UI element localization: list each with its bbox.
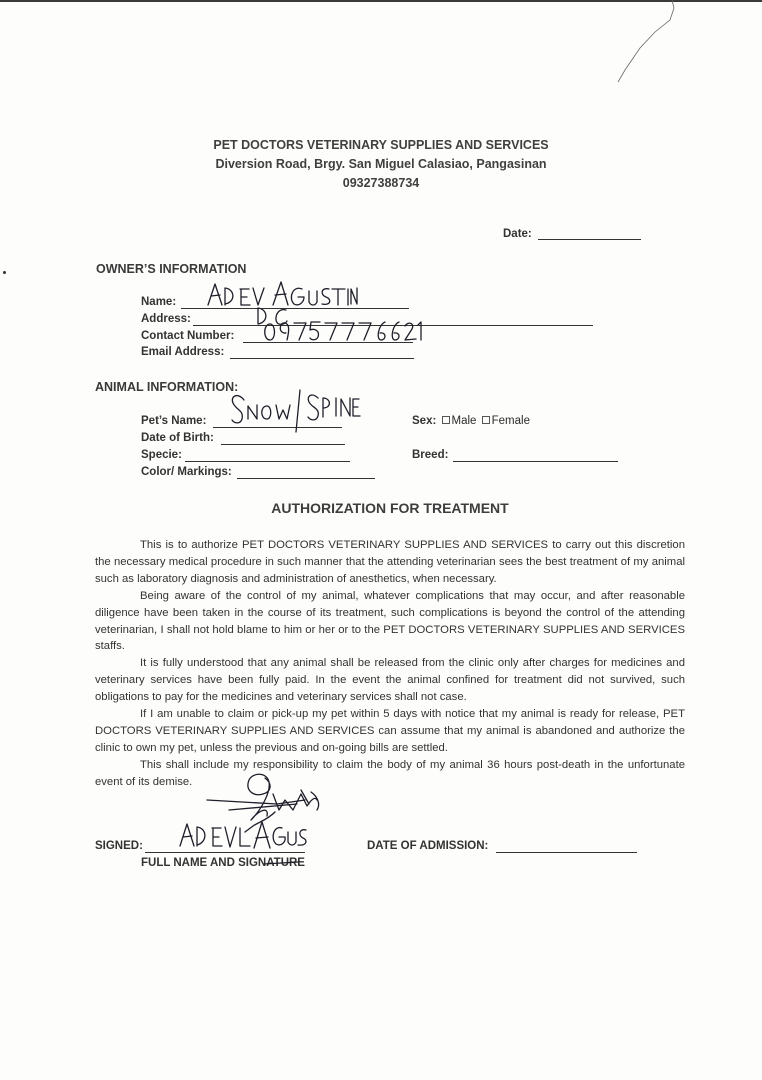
specie-label: Specie: — [141, 449, 182, 461]
female-option-label: Female — [491, 415, 530, 427]
date-label: Date: — [503, 228, 532, 240]
sex-label: Sex: — [412, 415, 437, 427]
female-checkbox[interactable] — [482, 416, 490, 424]
authorization-paragraph-1: This is to authorize PET DOCTORS VETERINARY SUPPLIES AND SERVICES to carry out this discretion the necessary medical procedure in such manner that the attending veterinarian sees the best treatment of my animal such as laboratory diagnosis and administration of anesthetics, when necessary. — [95, 539, 685, 585]
authorization-title: AUTHORIZATION FOR TREATMENT — [271, 500, 509, 516]
date-field[interactable] — [538, 239, 641, 240]
clinic-address: Diversion Road, Brgy. San Miguel Calasiao, Pangasinan — [215, 157, 547, 171]
scan-speck — [3, 271, 6, 274]
date-of-admission-label: DATE OF ADMISSION: — [367, 840, 489, 852]
full-name-signature-caption: FULL NAME AND SIGNATURE — [141, 857, 305, 869]
email-address-label: Email Address: — [141, 346, 225, 358]
owner-name-label: Name: — [141, 296, 177, 308]
scan-corner-mark — [610, 0, 690, 90]
authorization-body — [95, 537, 685, 791]
pet-name-handwriting — [228, 386, 363, 434]
male-checkbox[interactable] — [442, 416, 450, 424]
caption-scribble — [262, 856, 302, 872]
date-of-birth-label: Date of Birth: — [141, 432, 214, 444]
clinic-phone: 09327388734 — [342, 176, 420, 190]
color-markings-field[interactable] — [237, 478, 375, 479]
sex-row — [412, 415, 530, 427]
signed-label: SIGNED: — [95, 840, 143, 852]
contact-number-label: Contact Number: — [141, 330, 235, 342]
owner-section-title: OWNER’S INFORMATION — [96, 262, 247, 276]
breed-field[interactable] — [453, 461, 618, 462]
email-address-field[interactable] — [230, 358, 414, 359]
authorization-paragraph-4: If I am unable to claim or pick-up my pet within 5 days with notice that my animal is ready for release, PET DOCTORS VETERINARY SUPPLIES AND SERVICES can assume that my animal is abandoned and authorize the clinic to own my pet, unless the previous and on-going bills are settled. — [95, 708, 685, 754]
animal-section-title: ANIMAL INFORMATION: — [95, 380, 239, 394]
breed-label: Breed: — [412, 449, 449, 461]
authorization-paragraph-5: This shall include my responsibility to claim the body of my animal 36 hours post-death in the unfortunate event of its demise. — [95, 758, 685, 788]
signed-name-handwriting — [178, 818, 308, 852]
date-of-birth-field[interactable] — [221, 444, 345, 445]
pet-name-label: Pet’s Name: — [141, 415, 207, 427]
date-of-admission-field[interactable] — [496, 852, 637, 853]
authorization-paragraph-3: It is fully understood that any animal shall be released from the clinic only after charges for medicines and veterinary services have been fully paid. In the event the animal confined for treatment did not survived, such obligations to pay for the medicines and veterinary services shall not case. — [95, 657, 685, 704]
contact-number-handwriting — [262, 318, 422, 344]
owner-address-label: Address: — [141, 313, 191, 325]
signature-field[interactable] — [145, 852, 305, 853]
authorization-paragraph-2: Being aware of the control of my animal, whatever complications that may occur, and after reasonable diligence have been taken in the course of its treatment, such complications is beyond the control of the attending veterinarian, I shall not hold blame to him or her or to the PET DOCTORS VETERINARY SUPPLIES AND SERVICES staffs. — [95, 589, 685, 653]
specie-field[interactable] — [185, 461, 350, 462]
color-markings-label: Color/ Markings: — [141, 466, 232, 478]
clinic-name: PET DOCTORS VETERINARY SUPPLIES AND SERVICES — [213, 138, 549, 152]
male-option-label: Male — [451, 415, 477, 427]
